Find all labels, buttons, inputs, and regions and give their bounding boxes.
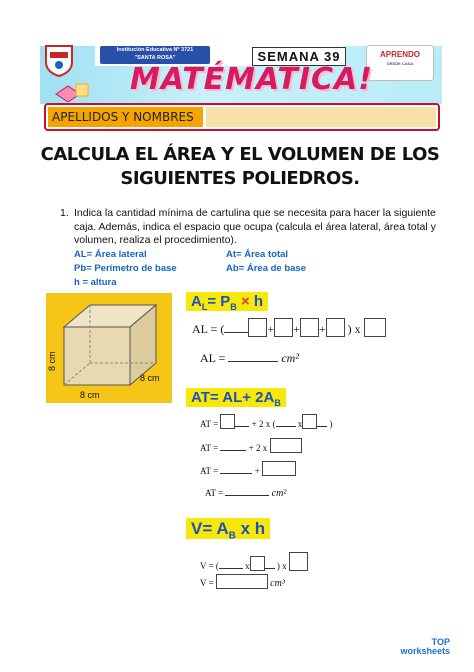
close-paren: )	[347, 322, 352, 336]
answer-input[interactable]	[216, 574, 268, 589]
name-label: APELLIDOS Y NOMBRES	[48, 107, 203, 127]
unit: cm²	[281, 351, 299, 365]
formula-a: A	[191, 293, 202, 310]
legend-al: AL= Área lateral	[74, 249, 147, 260]
line-prefix: AT =	[200, 419, 219, 429]
volume-formula-box	[186, 518, 270, 542]
times: x	[297, 419, 303, 429]
footer-line2: worksheets	[400, 646, 450, 656]
line-prefix: AT =	[200, 443, 219, 453]
heading-line2: SIGUIENTES POLIEDROS.	[120, 168, 360, 189]
name-input[interactable]	[206, 107, 436, 127]
footer-line1: TOP	[431, 637, 450, 647]
formula-b-sub: B	[230, 302, 237, 312]
formula-left: AT= AL+ 2A	[191, 389, 275, 406]
formula-sub: B	[228, 530, 236, 542]
box-input[interactable]	[300, 318, 319, 337]
legend-ab: Ab= Área de base	[226, 263, 306, 274]
line-mid: +	[254, 466, 260, 476]
blank-input[interactable]	[276, 415, 296, 427]
box-input[interactable]	[220, 414, 235, 429]
question-text: Indica la cantidad mínima de cartulina que se necesita para hacer la siguiente caja. Además, indica el espacio que ocupa (calcula el área lateral, área total y volumen, realiza el procedimiento).	[74, 207, 436, 246]
school-crest-icon	[44, 44, 74, 78]
brand-name: APRENDO	[379, 50, 420, 59]
volume-line1	[200, 552, 308, 571]
line-prefix: AL =	[200, 351, 226, 365]
line-prefix: V = (	[200, 561, 219, 571]
width-label: 8 cm	[80, 390, 100, 400]
blank-input[interactable]	[265, 557, 275, 569]
box-input[interactable]	[302, 414, 317, 429]
answer-input[interactable]	[220, 439, 246, 451]
answer-input[interactable]	[220, 462, 252, 474]
question-number: 1.	[60, 207, 69, 219]
total-line4	[205, 484, 286, 499]
lateral-line1	[192, 318, 386, 337]
institution-line2: "SANTA ROSA"	[134, 55, 176, 61]
formula-times: ×	[240, 293, 250, 310]
brand-sub: DESDE CASA	[386, 61, 414, 66]
formula-h: h	[253, 293, 264, 310]
instruction-heading	[40, 143, 440, 191]
unit: cm³	[270, 578, 285, 589]
legend-at: At= Área total	[226, 249, 289, 260]
times: x	[354, 322, 361, 336]
aprendo-logo	[366, 45, 434, 81]
volume-formula	[186, 519, 270, 541]
blank-input[interactable]	[235, 415, 249, 427]
box-input[interactable]	[262, 461, 296, 476]
formula-left: V= A	[191, 519, 229, 538]
blank-input[interactable]	[317, 415, 327, 427]
box-input[interactable]	[270, 438, 302, 453]
total-line3	[200, 461, 296, 476]
answer-input[interactable]	[228, 347, 278, 362]
footer-logo	[400, 638, 450, 656]
depth-label: 8 cm	[140, 373, 160, 383]
shapes-decoration-icon	[52, 80, 92, 102]
plus: +	[267, 322, 275, 336]
times: x	[282, 561, 287, 571]
close-paren: )	[276, 561, 280, 571]
total-line2	[200, 438, 302, 453]
total-formula	[186, 389, 286, 408]
heading-line1: CALCULA EL ÁREA Y EL VOLUMEN DE LOS	[40, 144, 440, 165]
answer-input[interactable]	[225, 484, 269, 496]
lateral-formula-box	[186, 292, 268, 311]
total-line1	[200, 414, 333, 429]
line-prefix: AT =	[205, 488, 224, 498]
box-input[interactable]	[289, 552, 308, 571]
lateral-formula	[186, 293, 268, 312]
line-prefix: AT =	[200, 466, 219, 476]
unit: cm²	[271, 488, 287, 499]
blank-input[interactable]	[219, 557, 243, 569]
box-input[interactable]	[364, 318, 386, 337]
formula-a-sub: L	[201, 302, 208, 312]
volume-line2	[200, 574, 285, 589]
lateral-line2	[200, 347, 299, 366]
box-input[interactable]	[248, 318, 267, 337]
page-title: MATÉMATICA!	[130, 62, 373, 97]
times: x	[245, 561, 250, 571]
plus: +	[293, 322, 300, 336]
line-mid: + 2 x (	[251, 419, 276, 429]
blank-input[interactable]	[224, 318, 248, 333]
total-formula-box	[186, 388, 286, 407]
box-input[interactable]	[274, 318, 293, 337]
height-label: 8 cm	[47, 351, 57, 371]
legend-h: h = altura	[74, 277, 117, 288]
box-input[interactable]	[250, 556, 265, 571]
formula-eq: = P	[207, 293, 231, 310]
institution-line1: Institución Educativa Nº 3721	[116, 47, 194, 53]
line-prefix: V =	[200, 578, 214, 588]
formula-right: x h	[235, 519, 266, 538]
line-mid: + 2 x	[248, 443, 268, 453]
plus: +	[318, 322, 326, 336]
close-paren: )	[329, 419, 333, 429]
week-label: SEMANA 39	[252, 47, 346, 66]
cube-figure	[46, 293, 172, 403]
legend-pb: Pb= Perímetro de base	[74, 263, 177, 274]
box-input[interactable]	[326, 318, 345, 337]
line-prefix: AL = (	[192, 322, 225, 336]
formula-sub: B	[274, 398, 281, 408]
